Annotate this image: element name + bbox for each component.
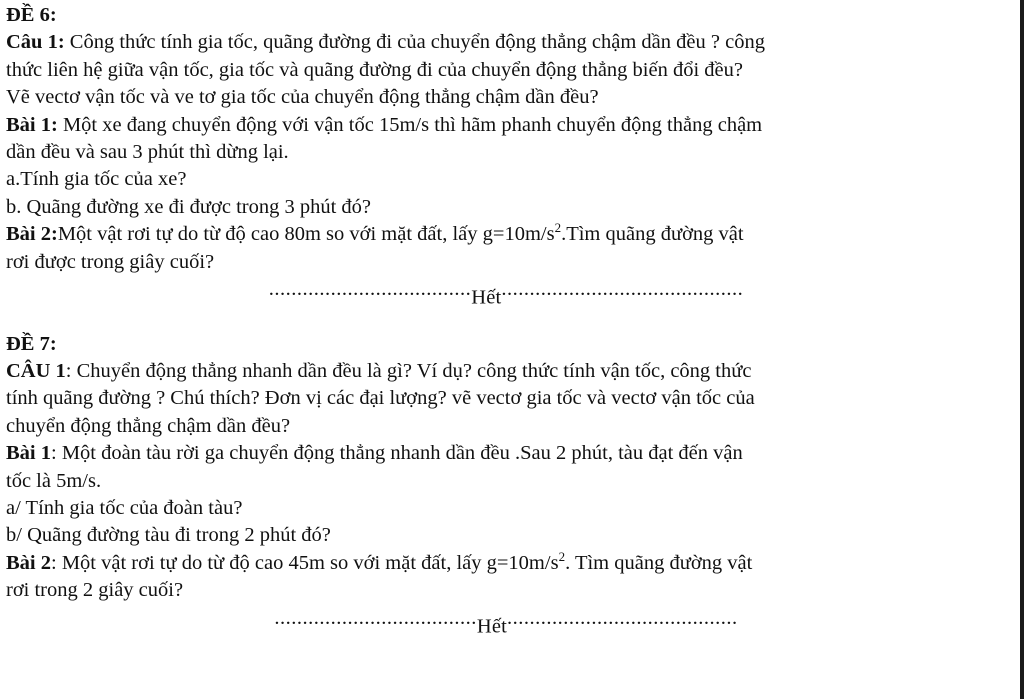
de6-bai2-superscript: 2	[554, 220, 562, 236]
de6-end-dots-left: ....................................	[268, 277, 472, 300]
de6-cau1-line1	[6, 29, 1006, 56]
de7-bai1-line1	[6, 440, 1006, 467]
de6-bai1-b: b. Quãng đường xe đi được trong 3 phút đó?	[6, 195, 372, 218]
de6-end-text: Hết	[471, 286, 502, 309]
de7-bai2-line2: rơi trong 2 giây cuối?	[6, 579, 184, 602]
de7-bai2-text-pre: : Một vật rơi tự do từ độ cao 45m so với mặt đất, lấy g=10m/s	[51, 551, 559, 574]
de7-bai2-line1	[6, 550, 1006, 577]
de7-end-line	[6, 605, 1006, 637]
document-body	[6, 2, 1006, 637]
de7-bai2-label: Bài 2	[6, 551, 51, 574]
de7-bai1-text1: : Một đoàn tàu rời ga chuyển động thẳng nhanh dần đều .Sau 2 phút, tàu đạt đến vận	[51, 442, 743, 465]
de7-end-dots-right: .........................................	[507, 606, 738, 629]
de6-end-dots-right: ...........................................	[501, 277, 744, 300]
de6-heading: ĐỀ 6:	[6, 4, 57, 26]
de6-bai1-line1	[6, 112, 1006, 139]
de6-cau1-label: Câu 1:	[6, 31, 65, 54]
de7-end-dots-left: ....................................	[274, 606, 477, 629]
de7-cau1-line2: tính quãng đường ? Chú thích? Đơn vị các đại lượng? vẽ vectơ gia tốc và vectơ vận tốc của	[6, 387, 755, 410]
de6-cau1-line2: thức liên hệ giữa vận tốc, gia tốc và quãng đường đi của chuyển động thẳng biến đổi đều?	[6, 58, 743, 81]
de6-bai2-label: Bài 2:	[6, 223, 58, 246]
de6-bai1-text1: Một xe đang chuyển động với vận tốc 15m/s thì hãm phanh chuyển động thẳng chậm	[57, 113, 763, 136]
de7-bai1-b: b/ Quãng đường tàu đi trong 2 phút đó?	[6, 524, 331, 547]
de6-bai1-a: a.Tính gia tốc của xe?	[6, 168, 187, 191]
de7-cau1-line1	[6, 358, 1006, 385]
de7-end-text: Hết	[476, 615, 508, 637]
de7-bai2-text-post: . Tìm quãng đường vật	[565, 551, 753, 574]
de6-cau1-text1: Công thức tính gia tốc, quãng đường đi của chuyển động thẳng chậm dần đều ? công	[64, 31, 765, 54]
de6-bai2-line2: rơi được trong giây cuối?	[6, 250, 215, 273]
de7-bai1-a: a/ Tính gia tốc của đoàn tàu?	[6, 497, 243, 520]
de6-bai2-text-post: .Tìm quãng đường vật	[561, 223, 744, 246]
de7-cau1-text1: : Chuyển động thẳng nhanh dần đều là gì? Ví dụ? công thức tính vận tốc, công thức	[65, 360, 752, 383]
de6-bai1-label: Bài 1:	[6, 113, 58, 136]
de7-bai2-superscript: 2	[558, 548, 566, 564]
de7-bai1-line2: tốc là 5m/s.	[6, 469, 102, 492]
de7-cau1-line3: chuyển động thẳng chậm dần đều?	[6, 414, 291, 437]
de6-end-line	[6, 276, 1006, 309]
section-spacer	[6, 303, 1006, 330]
de6-bai2-line1	[6, 221, 1006, 248]
de7-bai1-label: Bài 1	[6, 442, 51, 465]
de7-heading: ĐỀ 7:	[6, 332, 57, 355]
de6-cau1-line3: Vẽ vectơ vận tốc và ve tơ gia tốc của chuyển động thẳng chậm dần đều?	[6, 86, 599, 109]
de6-bai2-text-pre: Một vật rơi tự do từ độ cao 80m so với mặt đất, lấy g=10m/s	[57, 223, 555, 246]
de6-bai1-line2: dần đều và sau 3 phút thì dừng lại.	[6, 140, 289, 163]
de7-cau1-label: CÂU 1	[6, 360, 66, 383]
